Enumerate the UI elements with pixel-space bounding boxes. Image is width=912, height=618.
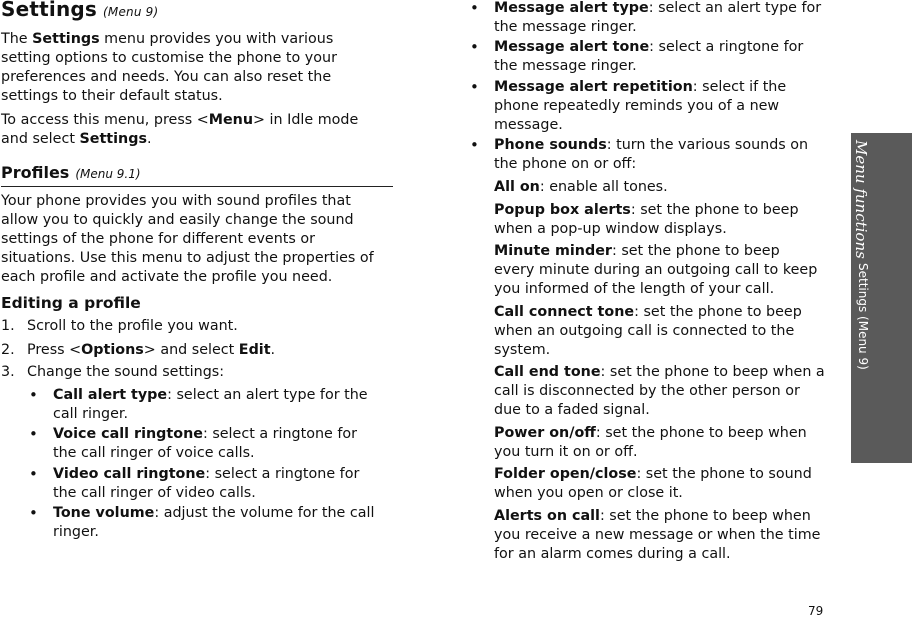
bullet-term: Message alert repetition: [494, 79, 693, 95]
profiles-line: each profile and activate the profile you need.: [1, 269, 333, 285]
sound-term: Minute minder: [494, 243, 612, 259]
step-number: 3.: [1, 364, 15, 380]
step-number: 1.: [1, 318, 15, 334]
step-text: > and select: [143, 342, 239, 358]
bullet-term: Tone volume: [53, 505, 155, 521]
access-text: .: [146, 131, 152, 147]
bullet-icon: •: [29, 425, 38, 443]
sound-text: : set the phone to beep when a: [600, 364, 825, 380]
sound-text: : set the phone to beep: [611, 243, 780, 259]
intro-text: The: [1, 31, 33, 47]
access-bold: Settings: [79, 131, 147, 147]
sound-text: : enable all tones.: [539, 179, 668, 195]
sound-text: when an outgoing call is connected to the: [494, 323, 795, 339]
bullet-term: Video call ringtone: [53, 466, 206, 482]
sound-option: [494, 178, 834, 197]
sound-option: [494, 242, 834, 299]
sound-term: All on: [494, 179, 540, 195]
bullet-icon: •: [29, 465, 38, 483]
profiles-line: allow you to quickly and easily change the sound: [1, 212, 354, 228]
section-title: Profiles: [1, 163, 70, 182]
access-paragraph: [1, 111, 393, 149]
bullet-text: : turn the various sounds on: [606, 137, 809, 153]
sound-term: Alerts on call: [494, 508, 600, 524]
sound-text: due to a faded signal.: [494, 402, 650, 418]
bullet-text: ringer.: [53, 524, 99, 540]
bullet-icon: •: [470, 78, 479, 96]
sound-term: Call connect tone: [494, 304, 635, 320]
bullet-text: : adjust the volume for the call: [154, 505, 375, 521]
step-text: Press <: [27, 342, 82, 358]
access-text: To access this menu, press <: [1, 112, 209, 128]
sound-term: Popup box alerts: [494, 202, 631, 218]
step-text: .: [270, 342, 276, 358]
sound-term: Power on/off: [494, 425, 596, 441]
sound-text: : set the phone to beep: [634, 304, 802, 320]
section-heading-profiles: [1, 163, 141, 182]
step-bold: Options: [81, 342, 144, 358]
bullet-text: the message ringer.: [494, 19, 637, 35]
bullet-text: the phone on or off:: [494, 156, 637, 172]
step-1: [1, 317, 393, 336]
intro-line: settings to their default status.: [1, 88, 223, 104]
sound-text: every minute during an outgoing call to keep: [494, 262, 818, 278]
sound-text: you informed of the length of your call.: [494, 281, 775, 297]
intro-line: setting options to customise the phone to your: [1, 50, 337, 66]
bullet-icon: •: [29, 504, 38, 522]
step-text: Scroll to the profile you want.: [27, 318, 238, 334]
bullet-term: Message alert tone: [494, 39, 650, 55]
title-text: Settings: [1, 0, 98, 21]
section-tab-label: Menu functions: [852, 140, 870, 259]
sound-text: : set the phone to beep when: [599, 508, 811, 524]
sound-text: you receive a new message or when the time: [494, 527, 821, 543]
sound-text: for an alarm comes during a call.: [494, 546, 731, 562]
sound-term: Call end tone: [494, 364, 601, 380]
step-2: [1, 341, 393, 360]
sound-option: [494, 424, 834, 462]
bullet-term: Voice call ringtone: [53, 426, 203, 442]
section-divider: [1, 186, 393, 187]
bullet-text: : select if the: [692, 79, 787, 95]
profiles-line: situations. Use this menu to adjust the properties of: [1, 250, 374, 266]
sound-term: Folder open/close: [494, 466, 637, 482]
sound-text: : set the phone to beep when: [595, 425, 807, 441]
bullet-text: : select a ringtone for: [202, 426, 358, 442]
bullet-term: Phone sounds: [494, 137, 607, 153]
bullet-text: the message ringer.: [494, 58, 637, 74]
bullet-icon: •: [470, 0, 479, 17]
access-text: and select: [1, 131, 80, 147]
sound-option: [494, 303, 834, 360]
access-text: > in Idle mode: [253, 112, 359, 128]
intro-text: menu provides you with various: [99, 31, 334, 47]
bullet-icon: •: [29, 386, 38, 404]
intro-line: preferences and needs. You can also reset the: [1, 69, 332, 85]
sound-option: [494, 507, 834, 564]
sound-text: : set the phone to sound: [636, 466, 812, 482]
section-tab-title: [852, 140, 876, 259]
bullet-text: : select a ringtone for: [649, 39, 804, 55]
bullet-icon: •: [470, 38, 479, 56]
bullet-text: the call ringer of video calls.: [53, 485, 256, 501]
page-number: 79: [808, 604, 824, 618]
section-menu-ref: (Menu 9.1): [75, 167, 141, 181]
section-tab-sublabel: Settings (Menu 9): [856, 263, 870, 370]
sound-text: : set the phone to beep: [630, 202, 799, 218]
bullet-text: : select an alert type for: [648, 0, 822, 16]
step-text: Change the sound settings:: [27, 364, 225, 380]
step-number: 2.: [1, 342, 15, 358]
bullet-text: call ringer.: [53, 406, 129, 422]
profiles-line: settings of the phone for different events or: [1, 231, 315, 247]
profiles-paragraph: [1, 192, 393, 287]
access-bold: Menu: [208, 112, 254, 128]
bullet-icon: •: [470, 136, 479, 154]
subheading-editing: Editing a profile: [1, 294, 141, 312]
sound-option: [494, 465, 834, 503]
sound-text: when you open or close it.: [494, 485, 683, 501]
sound-text: you turn it on or off.: [494, 444, 638, 460]
intro-paragraph: [1, 30, 393, 106]
bullet-text: the call ringer of voice calls.: [53, 445, 255, 461]
bullet-text: phone repeatedly reminds you of a new: [494, 98, 780, 114]
bullet-text: : select a ringtone for: [205, 466, 360, 482]
page-title: [1, 0, 158, 21]
bullet-term: Message alert type: [494, 0, 649, 16]
bullet-text: message.: [494, 117, 563, 133]
profiles-line: Your phone provides you with sound profiles that: [1, 193, 351, 209]
intro-bold: Settings: [32, 31, 100, 47]
bullet-text: : select an alert type for the: [167, 387, 368, 403]
sound-option: [494, 363, 834, 420]
sound-text: call is disconnected by the other person or: [494, 383, 800, 399]
title-menu-ref: (Menu 9): [103, 5, 159, 19]
bullet-term: Call alert type: [53, 387, 168, 403]
step-bold: Edit: [238, 342, 271, 358]
step-3: [1, 363, 393, 382]
sound-text: system.: [494, 342, 551, 358]
sound-option: [494, 201, 834, 239]
sound-text: when a pop-up window displays.: [494, 221, 727, 237]
